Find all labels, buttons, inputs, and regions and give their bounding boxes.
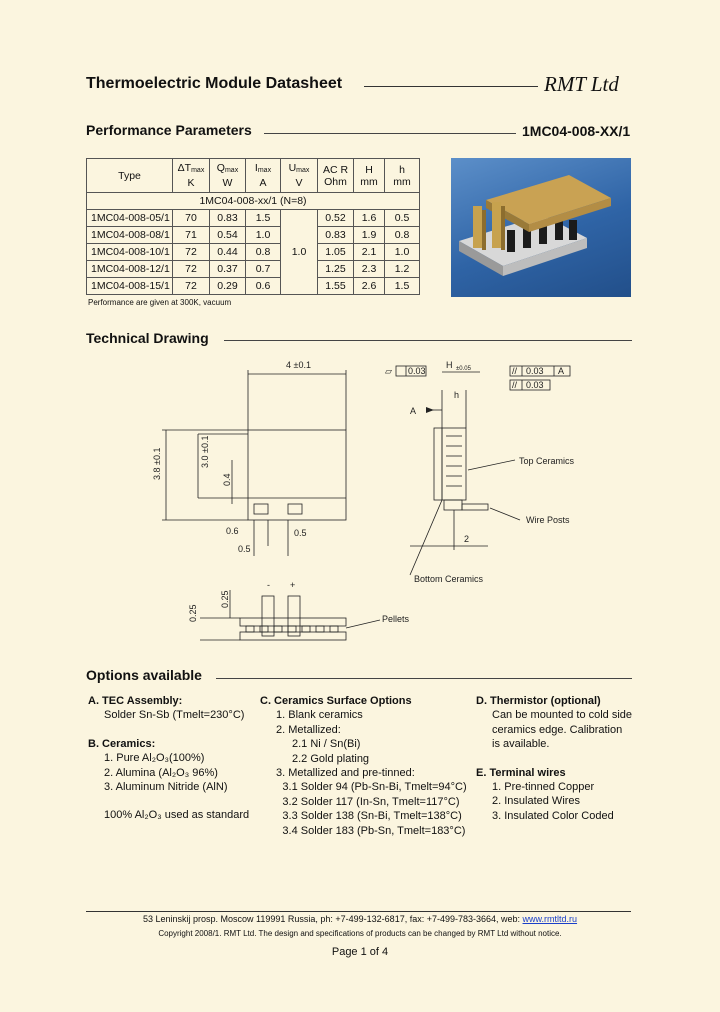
options-column-a bbox=[88, 694, 258, 823]
cell-H: 2.6 bbox=[354, 278, 385, 295]
parallel-tolerance-2: 0.03 bbox=[526, 380, 544, 390]
option-heading: D. Thermistor (optional) bbox=[476, 695, 601, 707]
cell-h: 1.5 bbox=[385, 278, 420, 295]
option-heading: B. Ceramics: bbox=[88, 737, 156, 750]
cell-acr: 1.05 bbox=[318, 244, 354, 261]
option-line: 1. Blank ceramics bbox=[276, 709, 363, 722]
cell-q: 0.44 bbox=[210, 244, 246, 261]
parallel-symbol-2: // bbox=[512, 380, 518, 390]
option-line: 3.3 Solder 138 (Sn-Bi, Tmelt=138°C) bbox=[282, 810, 462, 823]
dim-inner-height-label: 3.0 ±0.1 bbox=[200, 435, 210, 468]
drawing-section-title: Technical Drawing bbox=[86, 330, 209, 346]
option-line: 3. Insulated Color Coded bbox=[492, 809, 614, 822]
cell-h: 0.8 bbox=[385, 227, 420, 244]
dim-width-label: 4 ±0.1 bbox=[286, 360, 311, 370]
option-line: Solder Sn-Sb (Tmelt=230°C) bbox=[104, 709, 245, 722]
flatness-symbol: ▱ bbox=[385, 366, 392, 376]
cell-acr: 1.25 bbox=[318, 261, 354, 278]
module-render-icon bbox=[451, 158, 631, 297]
col-type-header: Type bbox=[87, 159, 173, 193]
dim-05a-label: 0.5 bbox=[238, 544, 251, 554]
table-header-row bbox=[87, 159, 420, 193]
brand-logo-text: RMT Ltd bbox=[544, 72, 619, 96]
cell-H: 2.1 bbox=[354, 244, 385, 261]
footer-copyright: Copyright 2008/1. RMT Ltd. The design and specifications of products can be changed by RMT Ltd without notice. bbox=[158, 929, 562, 938]
dim-2-label: 2 bbox=[464, 534, 470, 544]
group-label: 1MC04-008-xx/1 (N=8) bbox=[87, 193, 420, 210]
performance-table bbox=[86, 158, 420, 295]
table-row bbox=[87, 278, 420, 295]
option-line bbox=[88, 723, 258, 737]
cell-dt: 71 bbox=[173, 227, 210, 244]
cell-acr: 0.52 bbox=[318, 210, 354, 227]
h-dim-label: h bbox=[454, 390, 460, 400]
datum-ref-box: A bbox=[558, 366, 565, 376]
option-line: 3.4 Solder 183 (Pb-Sn, Tmelt=183°C) bbox=[282, 824, 466, 837]
table-row bbox=[87, 261, 420, 278]
option-heading: A. TEC Assembly: bbox=[88, 695, 183, 707]
wire-post-plus bbox=[288, 596, 300, 636]
cell-q: 0.37 bbox=[210, 261, 246, 278]
cell-umax-shared: 1.0 bbox=[281, 210, 318, 295]
option-line: 2.1 Ni / Sn(Bi) bbox=[292, 738, 361, 751]
top-ceramics-side bbox=[442, 428, 466, 500]
terminal-left-pad bbox=[254, 504, 268, 514]
table-group-row bbox=[87, 193, 420, 210]
option-line: ceramics edge. Calibration bbox=[492, 723, 623, 736]
dim-05b-label: 0.5 bbox=[294, 528, 307, 538]
cell-dt: 72 bbox=[173, 261, 210, 278]
cell-H: 1.9 bbox=[354, 227, 385, 244]
pellets-label: Pellets bbox=[382, 614, 410, 624]
dim-025b-label: 0.25 bbox=[220, 590, 230, 608]
wire-posts-label: Wire Posts bbox=[526, 515, 570, 525]
header-rule bbox=[364, 86, 538, 87]
cell-i: 0.8 bbox=[246, 244, 281, 261]
website-link[interactable]: www.rmtltd.ru bbox=[522, 914, 578, 924]
performance-section-title: Performance Parameters bbox=[86, 122, 252, 138]
footer-address: 53 Leninskij prosp. Moscow 119991 Russia, ph: +7-499-132-6817, fax: +7-499-783-3664, web: bbox=[142, 914, 523, 924]
flatness-tolerance: 0.03 bbox=[408, 366, 426, 376]
cell-type: 1MC04-008-08/1 bbox=[87, 227, 173, 244]
wire-post-side bbox=[462, 504, 488, 510]
bottom-ceramics-front bbox=[240, 618, 346, 626]
cell-dt: 72 bbox=[173, 278, 210, 295]
options-rule bbox=[216, 678, 632, 679]
options-column-d bbox=[476, 694, 636, 823]
cell-q: 0.54 bbox=[210, 227, 246, 244]
col-imax-header: Imax A bbox=[246, 159, 281, 193]
terminal-right-pad bbox=[288, 504, 302, 514]
cell-H: 1.6 bbox=[354, 210, 385, 227]
dim-06-label: 0.6 bbox=[226, 526, 239, 536]
cell-dt: 72 bbox=[173, 244, 210, 261]
cell-q: 0.83 bbox=[210, 210, 246, 227]
option-line: 3. Metallized and pre-tinned: bbox=[276, 767, 415, 780]
terminal-minus-label: - bbox=[267, 580, 270, 590]
cell-acr: 1.55 bbox=[318, 278, 354, 295]
cell-type: 1MC04-008-15/1 bbox=[87, 278, 173, 295]
option-line: 3.1 Solder 94 (Pb-Sn-Bi, Tmelt=94°C) bbox=[282, 781, 467, 794]
option-line: 2. Alumina (Al₂O₃ 96%) bbox=[104, 766, 218, 779]
cell-i: 0.7 bbox=[246, 261, 281, 278]
options-column-c bbox=[260, 694, 475, 838]
performance-rule bbox=[264, 133, 516, 134]
datum-A-label: A bbox=[410, 406, 417, 416]
col-H-header: H mm bbox=[354, 159, 385, 193]
technical-drawing bbox=[152, 350, 620, 650]
H-dim-label: H bbox=[446, 360, 453, 370]
top-ceramics-label: Top Ceramics bbox=[519, 456, 575, 466]
cell-type: 1MC04-008-12/1 bbox=[87, 261, 173, 278]
table-row bbox=[87, 227, 420, 244]
cell-q: 0.29 bbox=[210, 278, 246, 295]
page-number: Page 1 of 4 bbox=[331, 946, 389, 958]
bottom-ceramics-label: Bottom Ceramics bbox=[414, 574, 484, 584]
parallel-tolerance-1: 0.03 bbox=[526, 366, 544, 376]
option-heading: E. Terminal wires bbox=[476, 766, 566, 779]
option-line: 2.2 Gold plating bbox=[292, 752, 370, 765]
option-line: 2. Insulated Wires bbox=[492, 795, 581, 808]
module-front-outline bbox=[248, 430, 346, 520]
cell-h: 1.0 bbox=[385, 244, 420, 261]
footer-rule bbox=[86, 911, 631, 912]
H-tolerance-label: ±0.05 bbox=[456, 366, 471, 372]
cell-i: 1.5 bbox=[246, 210, 281, 227]
cell-i: 1.0 bbox=[246, 227, 281, 244]
cell-h: 0.5 bbox=[385, 210, 420, 227]
dim-04-label: 0.4 bbox=[222, 473, 232, 486]
col-qmax-header: Qmax W bbox=[210, 159, 246, 193]
option-line bbox=[476, 752, 636, 766]
module-photo bbox=[451, 158, 631, 297]
col-h-header: h mm bbox=[385, 159, 420, 193]
option-line: 2. Metallized: bbox=[276, 723, 341, 736]
col-umax-header: Umax V bbox=[281, 159, 318, 193]
option-line: 3.2 Solder 117 (In-Sn, Tmelt=117°C) bbox=[282, 795, 460, 808]
option-line bbox=[88, 794, 258, 808]
cell-dt: 70 bbox=[173, 210, 210, 227]
col-dtmax-header: ΔTmax K bbox=[173, 159, 210, 193]
model-code: 1MC04-008-XX/1 bbox=[522, 123, 631, 139]
cell-type: 1MC04-008-10/1 bbox=[87, 244, 173, 261]
cell-H: 2.3 bbox=[354, 261, 385, 278]
option-line: is available. bbox=[492, 738, 550, 751]
terminal-plus-label: + bbox=[290, 580, 296, 590]
option-line: 1. Pre-tinned Copper bbox=[492, 781, 595, 794]
table-row bbox=[87, 244, 420, 261]
option-heading: C. Ceramics Surface Options bbox=[260, 695, 412, 707]
option-line: Can be mounted to cold side bbox=[492, 709, 633, 722]
option-line: 1. Pure Al₂O₃(100%) bbox=[104, 752, 205, 765]
col-acr-header: AC R Ohm bbox=[318, 159, 354, 193]
cell-h: 1.2 bbox=[385, 261, 420, 278]
cell-type: 1MC04-008-05/1 bbox=[87, 210, 173, 227]
drawing-rule bbox=[224, 340, 632, 341]
cell-i: 0.6 bbox=[246, 278, 281, 295]
document-title: Thermoelectric Module Datasheet bbox=[86, 75, 343, 92]
cell-acr: 0.83 bbox=[318, 227, 354, 244]
footer-contact bbox=[0, 914, 720, 924]
option-line: 3. Aluminum Nitride (AlN) bbox=[104, 781, 228, 794]
option-line: 100% Al₂O₃ used as standard bbox=[104, 809, 250, 822]
table-row bbox=[87, 210, 420, 227]
options-section-title: Options available bbox=[86, 667, 202, 683]
dim-025a-label: 0.25 bbox=[188, 604, 198, 622]
dim-height-label: 3.8 ±0.1 bbox=[152, 447, 162, 480]
parallel-symbol-1: // bbox=[512, 366, 518, 376]
performance-note: Performance are given at 300K, vacuum bbox=[88, 298, 232, 307]
